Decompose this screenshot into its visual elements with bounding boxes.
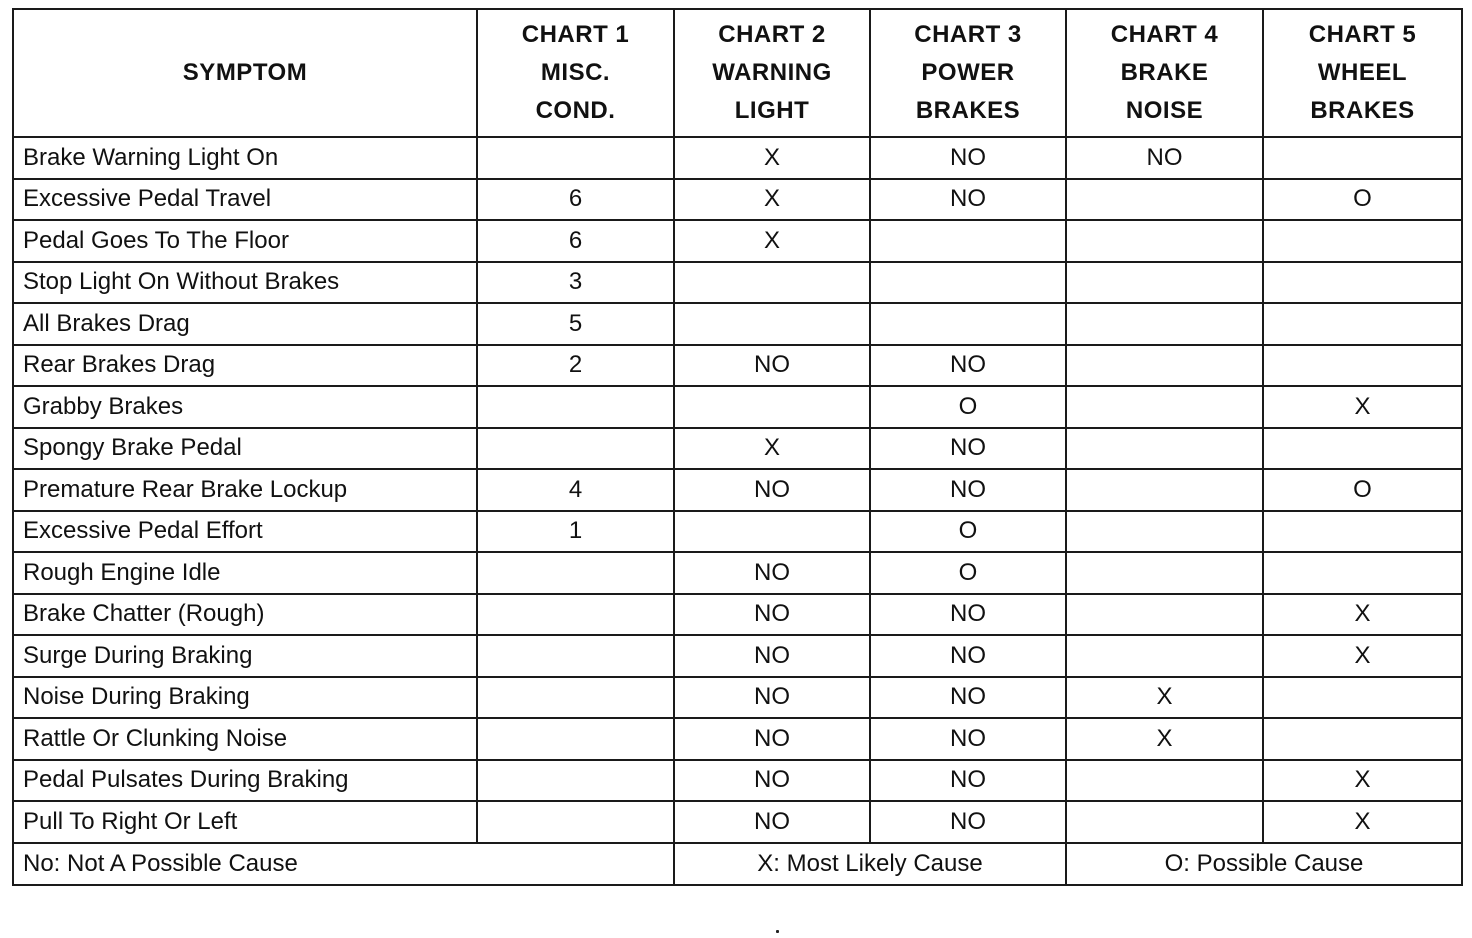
chart-4-cell [1066,262,1263,304]
chart-2-cell: NO [674,760,870,802]
chart-3-cell: NO [870,345,1066,387]
header-line: CHART 4 [1110,21,1219,48]
chart-1-cell [477,428,674,470]
chart-5-cell: X [1263,760,1462,802]
header-chart-3 [870,9,1066,137]
header-line: CHART 1 [521,21,630,48]
header-line: BRAKES [1310,97,1415,124]
chart-5-cell: X [1263,635,1462,677]
header-line: CHART 2 [718,21,826,48]
chart-2-cell: NO [674,345,870,387]
chart-2-cell: NO [674,594,870,636]
symptom-cell: Rear Brakes Drag [13,345,477,387]
chart-3-cell: O [870,386,1066,428]
chart-3-cell [870,262,1066,304]
chart-2-cell: NO [674,635,870,677]
chart-4-cell [1066,552,1263,594]
table-row [13,262,1462,304]
chart-3-cell: O [870,552,1066,594]
chart-1-cell [477,760,674,802]
chart-1-cell [477,718,674,760]
chart-4-cell [1066,428,1263,470]
table-row [13,635,1462,677]
symptom-cell: Excessive Pedal Effort [13,511,477,553]
chart-3-cell: NO [870,718,1066,760]
symptom-cell: Spongy Brake Pedal [13,428,477,470]
header-line: CHART 3 [914,21,1022,48]
chart-2-cell: X [674,179,870,221]
table-row [13,179,1462,221]
table-row [13,345,1462,387]
chart-1-cell [477,801,674,843]
header-chart-2 [674,9,870,137]
chart-5-cell: O [1263,179,1462,221]
header-symptom [13,9,477,137]
chart-4-cell [1066,469,1263,511]
chart-5-cell [1263,511,1462,553]
chart-1-cell [477,594,674,636]
chart-3-cell: NO [870,469,1066,511]
chart-3-cell [870,220,1066,262]
table-row [13,677,1462,719]
chart-1-cell: 6 [477,220,674,262]
table-row [13,801,1462,843]
table-row [13,594,1462,636]
chart-5-cell: X [1263,594,1462,636]
table-row [13,552,1462,594]
chart-4-cell [1066,220,1263,262]
symptom-cell: Brake Chatter (Rough) [13,594,477,636]
symptom-cell: Pull To Right Or Left [13,801,477,843]
chart-3-cell: NO [870,428,1066,470]
header-line: POWER [921,59,1015,86]
chart-4-cell [1066,511,1263,553]
chart-2-cell: X [674,220,870,262]
chart-3-cell: NO [870,801,1066,843]
chart-2-cell: NO [674,718,870,760]
chart-4-cell: X [1066,677,1263,719]
header-line: COND. [535,97,616,124]
legend-row [13,843,1462,885]
chart-4-cell: X [1066,718,1263,760]
symptom-cell: Stop Light On Without Brakes [13,262,477,304]
symptom-cell: Premature Rear Brake Lockup [13,469,477,511]
table-row [13,511,1462,553]
chart-3-cell: O [870,511,1066,553]
chart-4-cell [1066,345,1263,387]
table-row [13,386,1462,428]
table-row [13,718,1462,760]
chart-3-cell: NO [870,594,1066,636]
chart-2-cell: X [674,428,870,470]
chart-2-cell [674,303,870,345]
header-line: MISC. [540,59,611,86]
chart-1-cell: 3 [477,262,674,304]
table-row [13,469,1462,511]
symptom-cell: Rattle Or Clunking Noise [13,718,477,760]
chart-5-cell: X [1263,386,1462,428]
header-line: BRAKE [1120,59,1209,86]
symptom-diagnosis-table [12,8,1463,886]
table-header-row [13,9,1462,137]
chart-2-cell: X [674,137,870,179]
chart-5-cell: O [1263,469,1462,511]
chart-1-cell: 2 [477,345,674,387]
chart-1-cell [477,635,674,677]
chart-4-cell [1066,386,1263,428]
chart-5-cell [1263,137,1462,179]
chart-2-cell [674,386,870,428]
table-body [13,137,1462,843]
header-line: SYMPTOM [182,59,308,86]
chart-2-cell: NO [674,801,870,843]
symptom-cell: Grabby Brakes [13,386,477,428]
table-row [13,303,1462,345]
chart-2-cell: NO [674,677,870,719]
chart-4-cell [1066,801,1263,843]
chart-1-cell [477,386,674,428]
chart-4-cell [1066,303,1263,345]
chart-5-cell: X [1263,801,1462,843]
chart-1-cell [477,137,674,179]
chart-5-cell [1263,220,1462,262]
symptom-cell: Noise During Braking [13,677,477,719]
header-line: WARNING [712,59,832,86]
header-line: CHART 5 [1308,21,1417,48]
chart-2-cell [674,262,870,304]
chart-2-cell: NO [674,469,870,511]
chart-4-cell [1066,635,1263,677]
chart-4-cell [1066,594,1263,636]
header-chart-5 [1263,9,1462,137]
chart-5-cell [1263,262,1462,304]
chart-4-cell [1066,760,1263,802]
chart-1-cell: 6 [477,179,674,221]
symptom-cell: Rough Engine Idle [13,552,477,594]
symptom-cell: Surge During Braking [13,635,477,677]
chart-5-cell [1263,718,1462,760]
symptom-cell: All Brakes Drag [13,303,477,345]
chart-1-cell: 4 [477,469,674,511]
table-row [13,428,1462,470]
chart-5-cell [1263,677,1462,719]
chart-3-cell: NO [870,677,1066,719]
chart-2-cell [674,511,870,553]
symptom-cell: Excessive Pedal Travel [13,179,477,221]
scan-speck [776,930,779,933]
symptom-cell: Pedal Goes To The Floor [13,220,477,262]
table-row [13,220,1462,262]
table-row [13,760,1462,802]
chart-4-cell [1066,179,1263,221]
header-chart-4 [1066,9,1263,137]
chart-3-cell: NO [870,137,1066,179]
legend-x: X: Most Likely Cause [674,843,1066,885]
chart-5-cell [1263,345,1462,387]
chart-3-cell: NO [870,179,1066,221]
chart-3-cell [870,303,1066,345]
chart-1-cell: 5 [477,303,674,345]
chart-4-cell: NO [1066,137,1263,179]
header-line: NOISE [1125,97,1204,124]
symptom-cell: Brake Warning Light On [13,137,477,179]
header-line: BRAKES [915,97,1021,124]
symptom-cell: Pedal Pulsates During Braking [13,760,477,802]
header-chart-1 [477,9,674,137]
table-row [13,137,1462,179]
chart-5-cell [1263,303,1462,345]
legend-no: No: Not A Possible Cause [13,843,674,885]
chart-5-cell [1263,428,1462,470]
chart-3-cell: NO [870,635,1066,677]
chart-3-cell: NO [870,760,1066,802]
chart-1-cell [477,677,674,719]
chart-1-cell: 1 [477,511,674,553]
chart-1-cell [477,552,674,594]
chart-2-cell: NO [674,552,870,594]
legend-o: O: Possible Cause [1066,843,1462,885]
header-line: WHEEL [1317,59,1408,86]
chart-5-cell [1263,552,1462,594]
header-line: LIGHT [734,97,810,124]
